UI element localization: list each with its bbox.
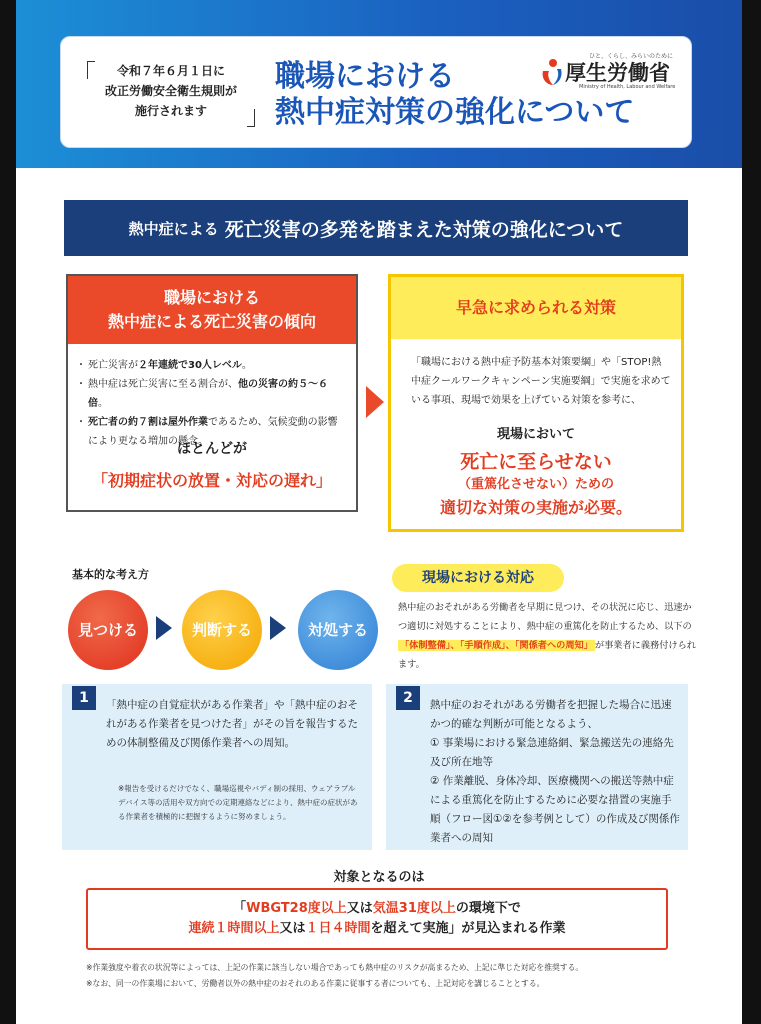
card-1-text: 「熱中症の自覚症状がある作業者」や「熱中症のおそれがある作業者を見つけた者」がその旨を報告するための体制整備及び関係作業者への周知。 [106,699,358,749]
header-card [60,36,692,148]
prevent-death-text: 死亡に至らせない [460,451,612,473]
fatality-trend-box [66,274,358,512]
obligations-highlight: 「体制整備」、「手順作成」、「関係者への周知」 [400,640,593,651]
logo-slogan: ひと、くらし、みらいのために [589,53,674,60]
banner-small-text: 熱中症による [128,219,219,238]
step-judge: 判断する [182,590,262,670]
on-site-text: 現場において [496,427,575,442]
prevent-severity-text: （重篤化させない）ための [457,477,614,492]
document-page [16,0,742,1024]
urgent-measures-body: 「職場における熱中症予防基本対策要綱」や「STOP!熱中症クールワークキャンペーン実施要綱」で実施を求めている事項、現場で効果を上げている対策を参考に、 [411,357,671,406]
card-number: 2 [396,686,420,710]
fatality-trend-heading [68,276,356,344]
step-respond: 対処する [298,590,378,670]
title-line-1: 職場における [275,59,455,94]
target-line-1: 「WBGT28度以上又は気温31度以上の環境下で [233,901,521,916]
requirement-card-1 [62,684,372,850]
logo-name: 厚生労働省 [565,61,670,85]
card-2-text: 熱中症のおそれがある労働者を把握した場合に迅速かつ的確な判断が可能となるよう、 ① 事業場における緊急連絡網、緊急搬送先の連絡先及び所在地等 ② 作業離脱、身体冷却、医療機関への搬送等熱中症による重篤化を防止するために必要な措置の実施手順（フロー図①②を参考例として）の作成及び関係作業者への周知 [430,699,680,844]
title-line-2: 熱中症対策の強化について [275,95,635,130]
footnote-2: ※なお、同一の作業場において、労働者以外の熱中症のおそれのある作業に従事する者についても、上記対応を講じることとする。 [86,979,545,988]
card-number: 1 [72,686,96,710]
bullet-item: ・ 死亡災害が２年連続で30人レベル。 [80,356,342,375]
fatality-heading-line-1: 職場における [163,288,260,307]
on-site-response-pill: 現場における対応 [392,564,564,592]
banner-big-text: 死亡災害の多発を踏まえた対策の強化について [224,218,624,241]
urgent-measures-box [388,274,684,532]
footnote-1: ※作業強度や着衣の状況等によっては、上記の作業に該当しない場合であっても熱中症のリスクが高まるため、上記に準じた対応を推奨する。 [86,963,584,972]
basic-approach-label: 基本的な考え方 [72,568,149,581]
bullet-item: ・ 死亡者の約７割は屋外作業であるため、気候変動の影響により更なる増加の懸念。 [80,413,342,451]
fatality-heading-line-2: 熱中症による死亡災害の傾向 [107,312,316,331]
target-label: 対象となるのは [333,870,425,885]
appropriate-measures-text: 適切な対策の実施が必要。 [439,498,632,517]
ministry-logo-icon [539,57,565,87]
bracket-close [247,109,255,127]
target-line-2: 連続１時間以上又は１日４時間を超えて実施」が見込まれる作業 [188,921,566,936]
enforcement-notice [87,61,255,127]
step-arrow-icon [156,616,172,640]
bracket-open [87,61,95,79]
footnotes [86,960,706,992]
mostly-text: ほとんどが [177,441,247,457]
arrow-right-icon [366,386,384,418]
bullet-item: ・ 熱中症は死亡災害に至る割合が、他の災害の約５～６倍。 [80,375,342,413]
step-find: 見つける [68,590,148,670]
on-site-response-text: 熱中症のおそれがある労働者を早期に見つけ、その状況に応じ、迅速かつ適切に対処することにより、熱中症の重篤化を防止するため、以下の「体制整備」、「手順作成」、「関係者への周知」 が事業者に義務付けられます。 [398,602,696,670]
notice-line-3: 施行されます [134,104,207,118]
target-conditions-box [86,888,668,950]
notice-line-2: 改正労働安全衛生規則が [104,84,237,98]
delayed-response-text: 「初期症状の放置・対応の遅れ」 [91,471,332,490]
ministry-logo [539,51,679,95]
notice-line-1: 令和７年６月１日に [116,64,225,78]
section-banner [64,200,688,256]
logo-english-name: Ministry of Health, Labour and Welfare [579,84,676,90]
requirement-card-2 [386,684,688,850]
step-arrow-icon [270,616,286,640]
fatality-bullets [68,344,356,451]
card-1-note: ※報告を受けるだけでなく、職場巡視やバディ制の採用、ウェアラブルデバイス等の活用や双方向での定期連絡などにより、熱中症の症状がある作業者を積極的に把握するように努めましょう。 [118,784,358,821]
urgent-measures-heading: 早急に求められる対策 [391,277,681,339]
